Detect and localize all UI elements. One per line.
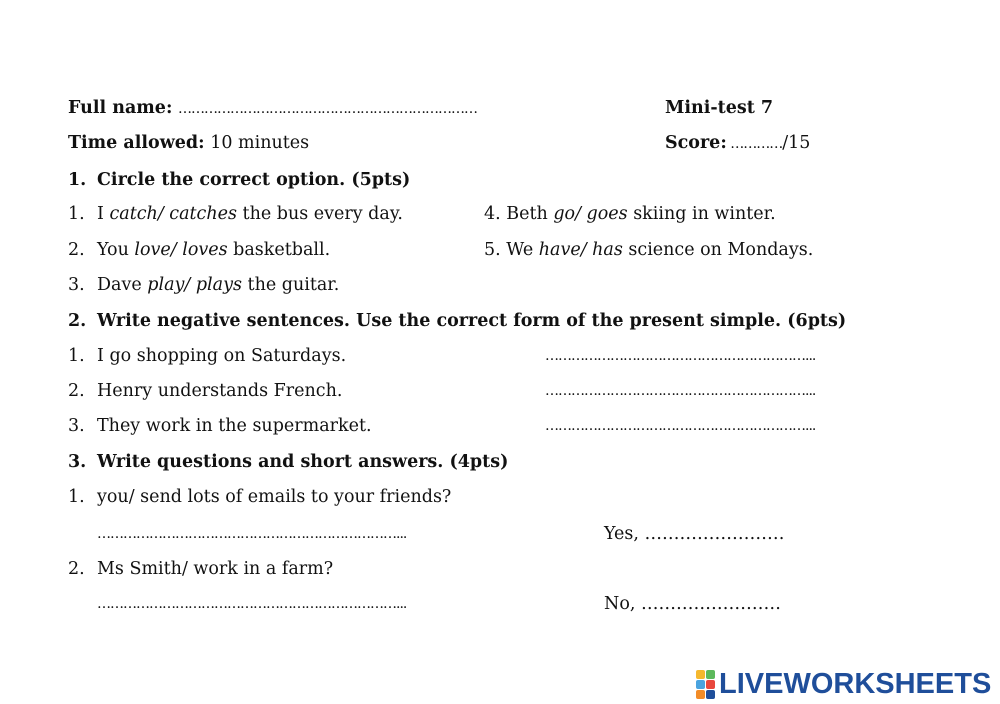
s1-item-2-before: You xyxy=(97,240,135,260)
score-row xyxy=(665,132,810,155)
section-2-number: 2. xyxy=(68,311,87,331)
full-name-row xyxy=(68,97,477,120)
s1-item-4 xyxy=(484,203,776,225)
score-field[interactable]: ………… xyxy=(726,136,783,152)
s2-item-1-number: 1. xyxy=(68,346,85,366)
s1-item-5-after: science on Mondays. xyxy=(622,240,814,260)
s2-item-3-answer[interactable]: ……………………………………………………... xyxy=(545,418,816,434)
s2-item-3-number: 3. xyxy=(68,416,85,436)
s1-item-1-number: 1. xyxy=(68,204,85,224)
s2-item-2-answer[interactable]: ……………………………………………………... xyxy=(545,383,816,399)
s1-item-4-after: skiing in winter. xyxy=(627,204,776,224)
s3-item-1-prompt: you/ send lots of emails to your friends? xyxy=(97,487,452,507)
s1-item-1-after: the bus every day. xyxy=(236,204,403,224)
s1-item-3-before: Dave xyxy=(97,275,148,295)
s3-item-2-prompt: Ms Smith/ work in a farm? xyxy=(97,559,334,579)
s1-item-1-before: I xyxy=(97,204,110,224)
s2-item-3-text: They work in the supermarket. xyxy=(97,416,372,436)
liveworksheets-logo xyxy=(696,668,991,700)
time-value: 10 minutes xyxy=(204,133,310,153)
s2-item-1-answer[interactable]: ……………………………………………………... xyxy=(545,348,816,364)
s1-item-5 xyxy=(484,239,813,261)
s3-item-1-short-answer[interactable]: Yes, …………………… xyxy=(604,524,785,544)
s2-item-2-text: Henry understands French. xyxy=(97,381,343,401)
s3-item-1-answer-line[interactable]: ……………………………………………………………... xyxy=(97,526,407,542)
section-3-heading: Write questions and short answers. (4pts) xyxy=(97,452,509,472)
s1-item-2-number: 2. xyxy=(68,240,85,260)
s1-item-2-after: basketball. xyxy=(227,240,331,260)
s1-item-3-number: 3. xyxy=(68,275,85,295)
s2-item-1-text: I go shopping on Saturdays. xyxy=(97,346,347,366)
s3-item-1-number: 1. xyxy=(68,487,85,507)
s1-item-4-options[interactable]: go/ goes xyxy=(553,204,628,224)
page-title: Mini-test 7 xyxy=(665,98,774,118)
score-label: Score: xyxy=(665,133,727,153)
s3-item-2-number: 2. xyxy=(68,559,85,579)
section-3-number: 3. xyxy=(68,452,87,472)
time-label: Time allowed: xyxy=(68,133,205,153)
s1-item-4-before: 4. Beth xyxy=(484,204,554,224)
s1-item-2-options[interactable]: love/ loves xyxy=(134,240,228,260)
s3-item-2-answer-line[interactable]: ……………………………………………………………... xyxy=(97,596,407,612)
s1-item-3-after: the guitar. xyxy=(241,275,340,295)
s1-item-5-options[interactable]: have/ has xyxy=(538,240,623,260)
time-allowed-row xyxy=(68,132,309,154)
section-2-heading: Write negative sentences. Use the correct form of the present simple. (6pts) xyxy=(97,311,847,331)
section-1-number: 1. xyxy=(68,170,87,190)
s3-item-2-short-answer[interactable]: No, …………………… xyxy=(604,594,781,614)
score-total: /15 xyxy=(782,133,811,153)
full-name-label: Full name: xyxy=(68,98,173,118)
logo-text: LIVEWORKSHEETS xyxy=(719,667,992,700)
logo-blocks-icon xyxy=(696,670,715,699)
section-1-heading: Circle the correct option. (5pts) xyxy=(97,170,411,190)
full-name-field[interactable]: …………………………………………………………… xyxy=(177,101,477,117)
s2-item-2-number: 2. xyxy=(68,381,85,401)
s1-item-1-options[interactable]: catch/ catches xyxy=(109,204,237,224)
s1-item-5-before: 5. We xyxy=(484,240,539,260)
s1-item-3-options[interactable]: play/ plays xyxy=(147,275,242,295)
